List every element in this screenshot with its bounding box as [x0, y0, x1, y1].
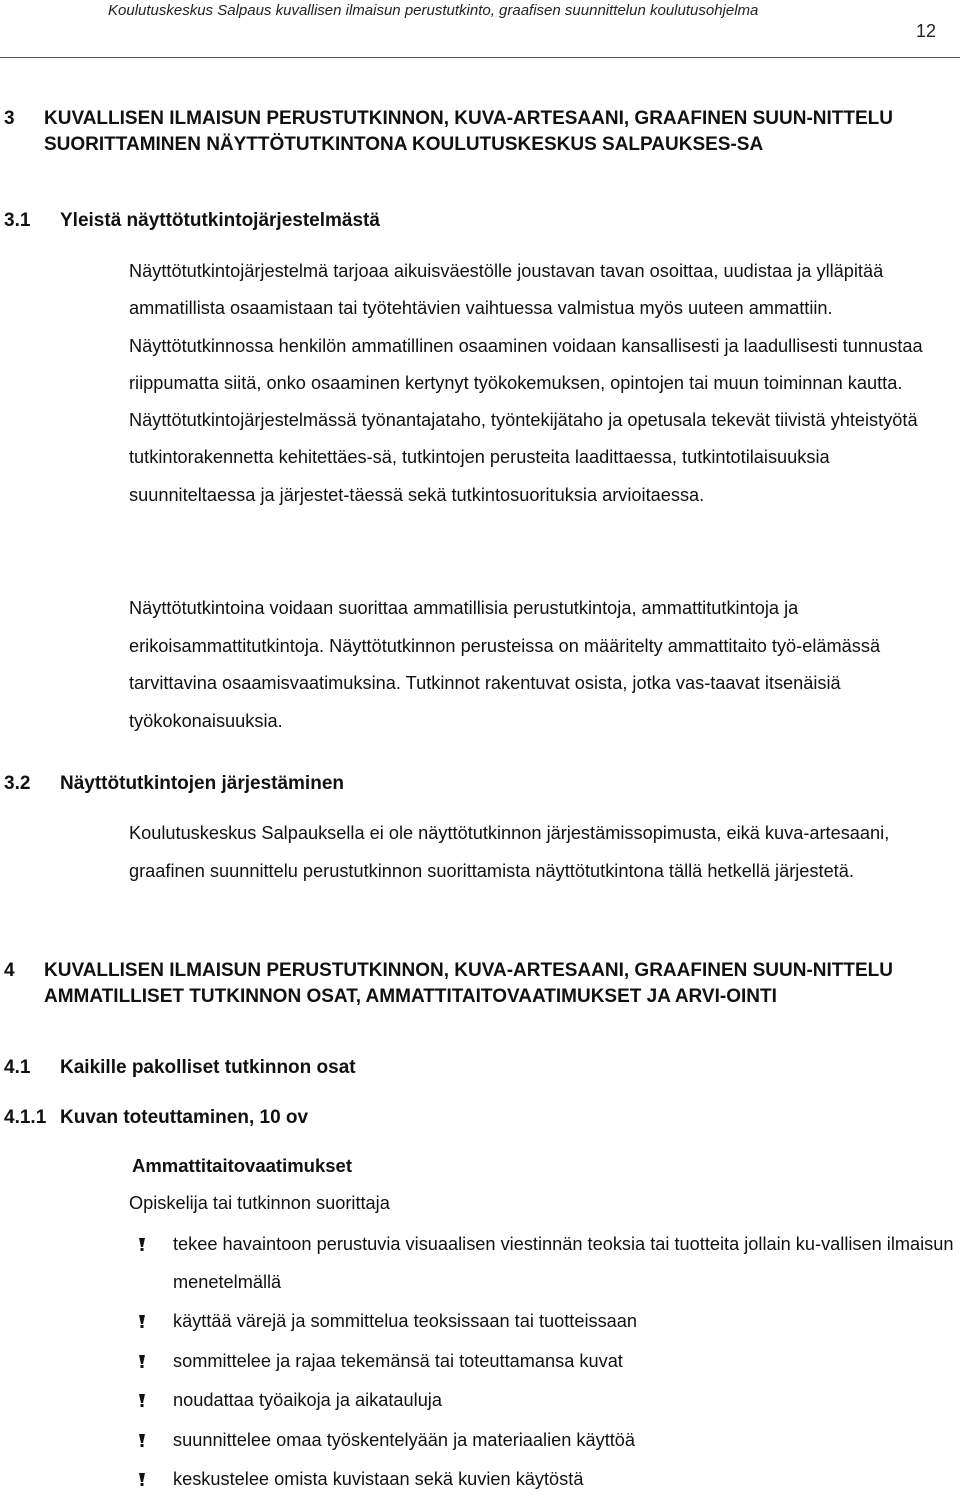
list-item	[133, 1226, 955, 1301]
list-item-text: tekee havaintoon perustuvia visuaalisen viestinnän teoksia tai tuotteita jollain ku-vallisen ilmaisun menetelmällä	[173, 1234, 954, 1292]
section-number: 4.1.1	[4, 1107, 47, 1128]
list-item-text: noudattaa työaikoja ja aikatauluja	[173, 1390, 442, 1410]
section-title: Yleistä näyttötutkintojärjestelmästä	[60, 210, 380, 231]
exclamation-bullet-icon	[137, 1394, 147, 1407]
exclamation-bullet-icon	[137, 1315, 147, 1328]
section-title: KUVALLISEN ILMAISUN PERUSTUTKINNON, KUVA-ARTESAANI, GRAAFINEN SUUN-NITTELU AMMATILLISET TUTKINNON OSAT, AMMATTITAITOVAATIMUKSET JA ARVI-OINTI	[44, 960, 894, 1007]
exclamation-bullet-icon	[137, 1355, 147, 1368]
list-item-text: keskustelee omista kuvistaan sekä kuvien käytöstä	[173, 1469, 584, 1489]
list-item	[133, 1343, 955, 1381]
section-title: Kaikille pakolliset tutkinnon osat	[60, 1057, 356, 1078]
header-rule	[0, 57, 960, 58]
section-title: Näyttötutkintojen järjestäminen	[60, 773, 344, 794]
section-number: 4	[4, 960, 15, 981]
running-header: Koulutuskeskus Salpaus kuvallisen ilmaisun perustutkinto, graafisen suunnittelun koulutusohjelma	[108, 2, 759, 19]
exclamation-bullet-icon	[137, 1473, 147, 1486]
requirements-list	[133, 1226, 955, 1501]
section-title: KUVALLISEN ILMAISUN PERUSTUTKINNON, KUVA-ARTESAANI, GRAAFINEN SUUN-NITTELU SUORITTAMINEN NÄYTTÖTUTKINTONA KOULUTUSKESKUS SALPAUKSES-SA	[44, 108, 894, 155]
list-item-text: sommittelee ja rajaa tekemänsä tai toteuttamansa kuvat	[173, 1350, 623, 1371]
paragraph-3-2: Koulutuskeskus Salpauksella ei ole näyttötutkinnon järjestämissopimusta, eikä kuva-artesaani, graafinen suunnittelu perustutkinnon suorittamista näyttötutkintona tällä hetkellä järjestetä.	[129, 823, 890, 881]
section-number: 3.1	[4, 210, 31, 231]
section-4-heading	[4, 958, 944, 1010]
exclamation-bullet-icon	[137, 1434, 147, 1447]
requirements-lead: Opiskelija tai tutkinnon suorittaja	[129, 1193, 390, 1213]
page-number: 12	[915, 21, 936, 41]
paragraph-3-1-a: Näyttötutkintojärjestelmä tarjoaa aikuisväestölle joustavan tavan osoittaa, uudistaa ja ylläpitää ammatillista osaamistaan tai työtehtävien vaihtuessa valmistua myös uuteen ammattiin. Näyttötutkinnossa henkilön ammatillinen osaaminen voidaan kansallisesti ja laadullisesti tunnustaa riippumatta siitä, onko osaaminen kertynyt työkokemuksen, opintojen tai muun toiminnan kautta. Näyttötutkintojärjestelmässä työnantajataho, työntekijätaho ja opetusala tekevät tiivistä yhteistyötä tutkintorakennetta kehitettäes-sä, tutkintojen perusteita laadittaessa, tutkintotilaisuuksia suunniteltaessa ja järjestet-täessä sekä tutkintosuorituksia arvioitaessa.	[129, 261, 923, 505]
list-item-text: suunnittelee omaa työskentelyään ja materiaalien käyttöä	[173, 1429, 636, 1450]
list-item	[133, 1461, 955, 1499]
list-item	[133, 1382, 955, 1420]
section-3-heading	[4, 106, 944, 158]
list-item	[133, 1422, 955, 1460]
section-number: 3	[4, 108, 15, 129]
list-item	[133, 1303, 955, 1341]
section-number: 3.2	[4, 773, 31, 794]
paragraph-3-1-b: Näyttötutkintoina voidaan suorittaa ammatillisia perustutkintoja, ammattitutkintoja ja erikoisammattitutkintoja. Näyttötutkinnon perusteissa on määritelty ammattitaito työ-elämässä tarvittavina osaamisvaatimuksina. Tutkinnot rakentuvat osista, jotka vas-taavat itsenäisiä työkokonaisuuksia.	[129, 598, 881, 731]
list-item-text: käyttää värejä ja sommittelua teoksissaan tai tuotteissaan	[173, 1311, 638, 1331]
requirements-subheading: Ammattitaitovaatimukset	[132, 1155, 353, 1176]
section-number: 4.1	[4, 1057, 31, 1078]
section-title: Kuvan toteuttaminen, 10 ov	[60, 1107, 309, 1128]
exclamation-bullet-icon	[137, 1238, 147, 1251]
